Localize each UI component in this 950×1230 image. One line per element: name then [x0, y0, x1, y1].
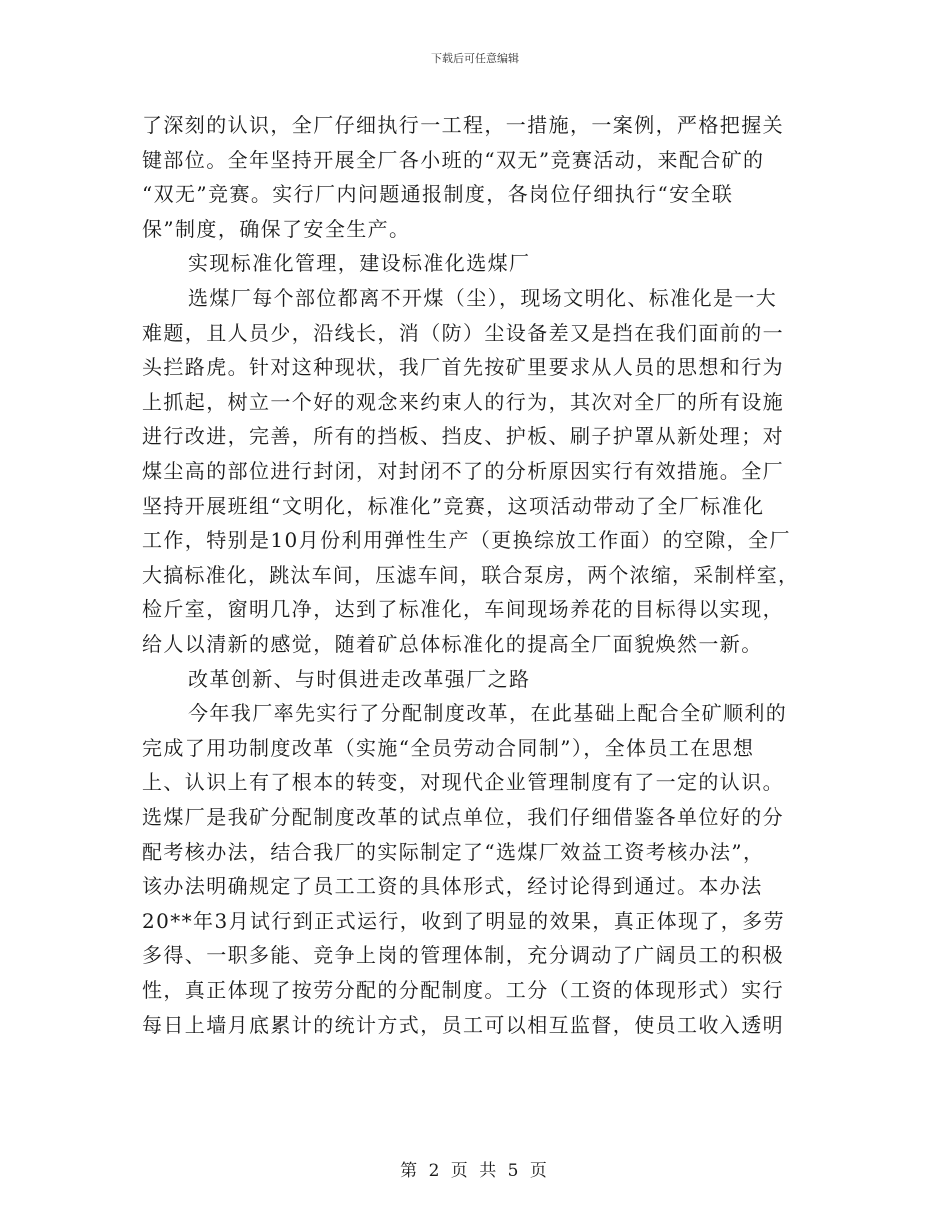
paragraph-line: 配考核办法，结合我厂的实际制定了“选煤厂效益工资考核办法”， [142, 839, 765, 864]
paragraph-line: 该办法明确规定了员工工资的具体形式，经讨论得到通过。本办法 [142, 874, 763, 899]
paragraph-line: 完成了用功制度改革（实施“全员劳动合同制”），全体员工在思想 [142, 735, 755, 760]
paragraph-line: 大搞标准化，跳汰车间，压滤车间，联合泵房，两个浓缩，采制样室， [142, 562, 800, 587]
paragraph-line: 煤尘高的部位进行封闭，对封闭不了的分析原因实行有效措施。全厂 [142, 459, 784, 483]
paragraph-line: 键部位。全年坚持开展全厂各小班的“双无”竞赛活动，来配合矿的 [142, 147, 765, 172]
paragraph-line: 上、认识上有了根本的转变，对现代企业管理制度有了一定的认识。 [142, 770, 784, 795]
paragraph-first-line: 选煤厂每个部位都离不开煤（尘），现场文明化、标准化是一大 [188, 286, 778, 310]
paragraph-line: “双无”竞赛。实行厂内问题通报制度，各岗位仔细执行“安全联 [142, 182, 734, 207]
paragraph-line: 进行改进，完善，所有的挡板、挡皮、护板、刷子护罩从新处理；对 [142, 424, 784, 449]
paragraph-line: 保”制度，确保了安全生产。 [142, 216, 411, 241]
paragraph-first-line: 改革创新、与时俱进走改革强厂之路 [188, 666, 531, 691]
paragraph-line: 检斤室，窗明几净，达到了标准化，车间现场养花的目标得以实现， [142, 597, 784, 622]
page-footer: 第 2 页 共 5 页 [400, 1161, 550, 1181]
paragraph-line: 每日上墙月底累计的统计方式，员工可以相互监督，使员工收入透明 [142, 1012, 784, 1037]
paragraph-line: 难题，且人员少，沿线长，消（防）尘设备差又是挡在我们面前的一 [142, 320, 784, 345]
paragraph-line: 给人以清新的感觉，随着矿总体标准化的提高全厂面貌焕然一新。 [142, 632, 763, 656]
paragraph-first-line: 实现标准化管理，建设标准化选煤厂 [188, 251, 531, 276]
paragraph-line: 工作，特别是10月份利用弹性生产（更换综放工作面）的空隙，全厂 [142, 528, 791, 553]
page-header: 下载后可任意编辑 [431, 52, 519, 65]
paragraph-line: 性，真正体现了按劳分配的分配制度。工分（工资的体现形式）实行 [142, 978, 784, 1002]
paragraph-line: 上抓起，树立一个好的观念来约束人的行为，其次对全厂的所有设施 [142, 389, 784, 414]
paragraph-line: 坚持开展班组“文明化，标准化”竞赛，这项活动带动了全厂标准化 [142, 493, 765, 518]
paragraph-line: 20**年3月试行到正式运行，收到了明显的效果，真正体现了，多劳 [142, 908, 785, 933]
paragraph-line: 选煤厂是我矿分配制度改革的试点单位，我们仔细借鉴各单位好的分 [142, 805, 784, 829]
paragraph-line: 了深刻的认识，全厂仔细执行一工程，一措施，一案例，严格把握关 [142, 113, 784, 137]
paragraph-line: 头拦路虎。针对这种现状，我厂首先按矿里要求从人员的思想和行为 [142, 355, 784, 380]
paragraph-line: 多得、一职多能、竞争上岗的管理体制，充分调动了广阔员工的积极 [142, 943, 784, 968]
paragraph-first-line: 今年我厂率先实行了分配制度改革，在此基础上配合全矿顺利的 [188, 701, 788, 726]
